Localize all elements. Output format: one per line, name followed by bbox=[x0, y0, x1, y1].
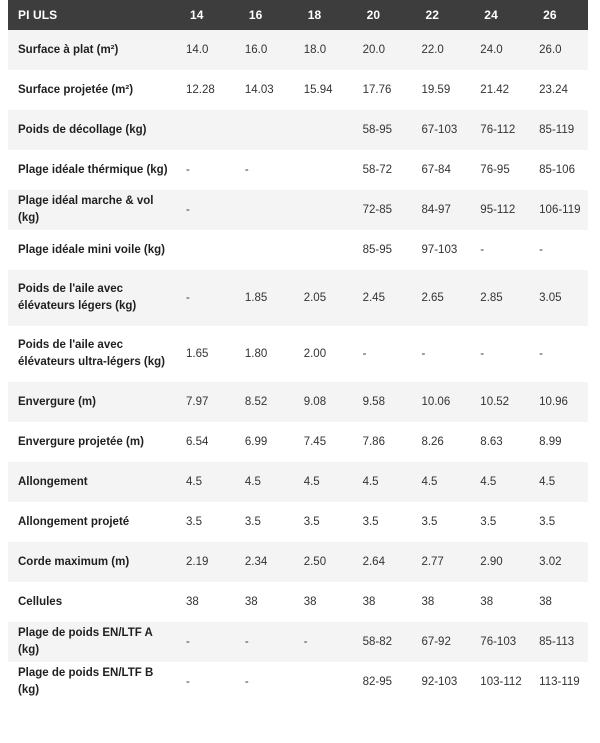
cell-value: 9.58 bbox=[353, 382, 412, 422]
cell-value: 7.86 bbox=[353, 422, 412, 462]
cell-value: 7.97 bbox=[176, 382, 235, 422]
header-row bbox=[8, 0, 588, 30]
cell-value: - bbox=[176, 150, 235, 190]
cell-value: 21.42 bbox=[470, 70, 529, 110]
cell-value: 3.5 bbox=[294, 502, 353, 542]
cell-value: 76-103 bbox=[470, 622, 529, 662]
size-header: 22 bbox=[411, 0, 470, 30]
cell-value: 4.5 bbox=[411, 462, 470, 502]
cell-value: 113-119 bbox=[529, 662, 588, 702]
cell-value: 85-113 bbox=[529, 622, 588, 662]
cell-value: 8.52 bbox=[235, 382, 294, 422]
cell-value: - bbox=[529, 326, 588, 382]
cell-value: 14.03 bbox=[235, 70, 294, 110]
cell-value: 2.45 bbox=[353, 270, 412, 326]
row-label: Surface projetée (m²) bbox=[8, 70, 176, 110]
cell-value: 95-112 bbox=[470, 190, 529, 230]
row-label: Allongement projeté bbox=[8, 502, 176, 542]
cell-value: 2.85 bbox=[470, 270, 529, 326]
spec-table bbox=[8, 0, 588, 702]
cell-value: 14.0 bbox=[176, 30, 235, 70]
cell-value: 4.5 bbox=[470, 462, 529, 502]
model-name-header: PI ULS bbox=[8, 0, 176, 30]
cell-value: 8.99 bbox=[529, 422, 588, 462]
cell-value: 23.24 bbox=[529, 70, 588, 110]
cell-value: - bbox=[235, 662, 294, 702]
cell-value: 6.54 bbox=[176, 422, 235, 462]
cell-value bbox=[235, 110, 294, 150]
cell-value: - bbox=[353, 326, 412, 382]
cell-value: 15.94 bbox=[294, 70, 353, 110]
table-row bbox=[8, 662, 588, 702]
table-row bbox=[8, 30, 588, 70]
cell-value: 72-85 bbox=[353, 190, 412, 230]
cell-value: 38 bbox=[176, 582, 235, 622]
cell-value: 38 bbox=[294, 582, 353, 622]
cell-value: 3.05 bbox=[529, 270, 588, 326]
row-label: Poids de décollage (kg) bbox=[8, 110, 176, 150]
cell-value: 6.99 bbox=[235, 422, 294, 462]
cell-value: - bbox=[235, 622, 294, 662]
cell-value: 19.59 bbox=[411, 70, 470, 110]
cell-value: 4.5 bbox=[176, 462, 235, 502]
cell-value: 12.28 bbox=[176, 70, 235, 110]
cell-value: 3.5 bbox=[470, 502, 529, 542]
row-label: Plage de poids EN/LTF B (kg) bbox=[8, 662, 176, 702]
row-label: Allongement bbox=[8, 462, 176, 502]
cell-value: 3.5 bbox=[176, 502, 235, 542]
table-row bbox=[8, 110, 588, 150]
cell-value: - bbox=[470, 326, 529, 382]
cell-value: 10.96 bbox=[529, 382, 588, 422]
cell-value: - bbox=[176, 270, 235, 326]
table-body bbox=[8, 30, 588, 702]
table-row bbox=[8, 70, 588, 110]
row-label: Envergure (m) bbox=[8, 382, 176, 422]
cell-value: 38 bbox=[411, 582, 470, 622]
cell-value: 67-92 bbox=[411, 622, 470, 662]
table-row bbox=[8, 542, 588, 582]
cell-value: 18.0 bbox=[294, 30, 353, 70]
cell-value: - bbox=[470, 230, 529, 270]
table-row bbox=[8, 462, 588, 502]
table-row bbox=[8, 270, 588, 326]
cell-value: 58-82 bbox=[353, 622, 412, 662]
cell-value: 3.5 bbox=[411, 502, 470, 542]
row-label: Poids de l'aile avec élévateurs ultra-légers (kg) bbox=[8, 326, 176, 382]
table-row bbox=[8, 622, 588, 662]
cell-value: 38 bbox=[529, 582, 588, 622]
table-header bbox=[8, 0, 588, 30]
table-row bbox=[8, 326, 588, 382]
cell-value: - bbox=[176, 622, 235, 662]
cell-value bbox=[235, 230, 294, 270]
cell-value: 10.06 bbox=[411, 382, 470, 422]
size-header: 26 bbox=[529, 0, 588, 30]
row-label: Plage idéale thérmique (kg) bbox=[8, 150, 176, 190]
cell-value: 92-103 bbox=[411, 662, 470, 702]
cell-value: 20.0 bbox=[353, 30, 412, 70]
cell-value: 3.5 bbox=[235, 502, 294, 542]
cell-value: - bbox=[411, 326, 470, 382]
cell-value: 2.05 bbox=[294, 270, 353, 326]
cell-value: 3.02 bbox=[529, 542, 588, 582]
cell-value bbox=[176, 230, 235, 270]
cell-value: 2.50 bbox=[294, 542, 353, 582]
cell-value: 7.45 bbox=[294, 422, 353, 462]
cell-value: 97-103 bbox=[411, 230, 470, 270]
cell-value: 38 bbox=[470, 582, 529, 622]
row-label: Cellules bbox=[8, 582, 176, 622]
cell-value: 4.5 bbox=[235, 462, 294, 502]
cell-value: 85-95 bbox=[353, 230, 412, 270]
cell-value: 58-95 bbox=[353, 110, 412, 150]
cell-value: 2.90 bbox=[470, 542, 529, 582]
size-header: 16 bbox=[235, 0, 294, 30]
cell-value bbox=[294, 230, 353, 270]
cell-value bbox=[176, 110, 235, 150]
table-row bbox=[8, 230, 588, 270]
cell-value: - bbox=[176, 190, 235, 230]
cell-value: 76-112 bbox=[470, 110, 529, 150]
cell-value: 67-84 bbox=[411, 150, 470, 190]
cell-value: 1.80 bbox=[235, 326, 294, 382]
cell-value: 22.0 bbox=[411, 30, 470, 70]
cell-value: 4.5 bbox=[294, 462, 353, 502]
cell-value: 24.0 bbox=[470, 30, 529, 70]
cell-value: 8.63 bbox=[470, 422, 529, 462]
cell-value bbox=[235, 190, 294, 230]
cell-value: 16.0 bbox=[235, 30, 294, 70]
cell-value: 1.85 bbox=[235, 270, 294, 326]
cell-value: 3.5 bbox=[529, 502, 588, 542]
table-row bbox=[8, 150, 588, 190]
cell-value: 76-95 bbox=[470, 150, 529, 190]
cell-value: 58-72 bbox=[353, 150, 412, 190]
cell-value: - bbox=[529, 230, 588, 270]
cell-value: 2.77 bbox=[411, 542, 470, 582]
cell-value: 38 bbox=[235, 582, 294, 622]
cell-value: 85-119 bbox=[529, 110, 588, 150]
cell-value: 82-95 bbox=[353, 662, 412, 702]
cell-value: 4.5 bbox=[353, 462, 412, 502]
row-label: Envergure projetée (m) bbox=[8, 422, 176, 462]
cell-value: 2.65 bbox=[411, 270, 470, 326]
cell-value: - bbox=[176, 662, 235, 702]
cell-value: 84-97 bbox=[411, 190, 470, 230]
cell-value: 9.08 bbox=[294, 382, 353, 422]
cell-value: 103-112 bbox=[470, 662, 529, 702]
cell-value bbox=[294, 150, 353, 190]
size-header: 14 bbox=[176, 0, 235, 30]
table-row bbox=[8, 422, 588, 462]
row-label: Plage idéale mini voile (kg) bbox=[8, 230, 176, 270]
cell-value: 2.64 bbox=[353, 542, 412, 582]
table-row bbox=[8, 502, 588, 542]
table-row bbox=[8, 382, 588, 422]
cell-value bbox=[294, 190, 353, 230]
cell-value: 26.0 bbox=[529, 30, 588, 70]
cell-value: 85-106 bbox=[529, 150, 588, 190]
cell-value: 8.26 bbox=[411, 422, 470, 462]
cell-value: - bbox=[235, 150, 294, 190]
cell-value: 106-119 bbox=[529, 190, 588, 230]
cell-value bbox=[294, 662, 353, 702]
row-label: Plage de poids EN/LTF A (kg) bbox=[8, 622, 176, 662]
size-header: 20 bbox=[353, 0, 412, 30]
cell-value: 10.52 bbox=[470, 382, 529, 422]
cell-value: - bbox=[294, 622, 353, 662]
cell-value: 1.65 bbox=[176, 326, 235, 382]
cell-value: 3.5 bbox=[353, 502, 412, 542]
row-label: Surface à plat (m²) bbox=[8, 30, 176, 70]
cell-value bbox=[294, 110, 353, 150]
table-row bbox=[8, 190, 588, 230]
cell-value: 2.19 bbox=[176, 542, 235, 582]
cell-value: 2.00 bbox=[294, 326, 353, 382]
row-label: Corde maximum (m) bbox=[8, 542, 176, 582]
row-label: Plage idéal marche & vol (kg) bbox=[8, 190, 176, 230]
table-row bbox=[8, 582, 588, 622]
cell-value: 38 bbox=[353, 582, 412, 622]
cell-value: 2.34 bbox=[235, 542, 294, 582]
cell-value: 4.5 bbox=[529, 462, 588, 502]
cell-value: 17.76 bbox=[353, 70, 412, 110]
size-header: 18 bbox=[294, 0, 353, 30]
cell-value: 67-103 bbox=[411, 110, 470, 150]
size-header: 24 bbox=[470, 0, 529, 30]
row-label: Poids de l'aile avec élévateurs légers (kg) bbox=[8, 270, 176, 326]
